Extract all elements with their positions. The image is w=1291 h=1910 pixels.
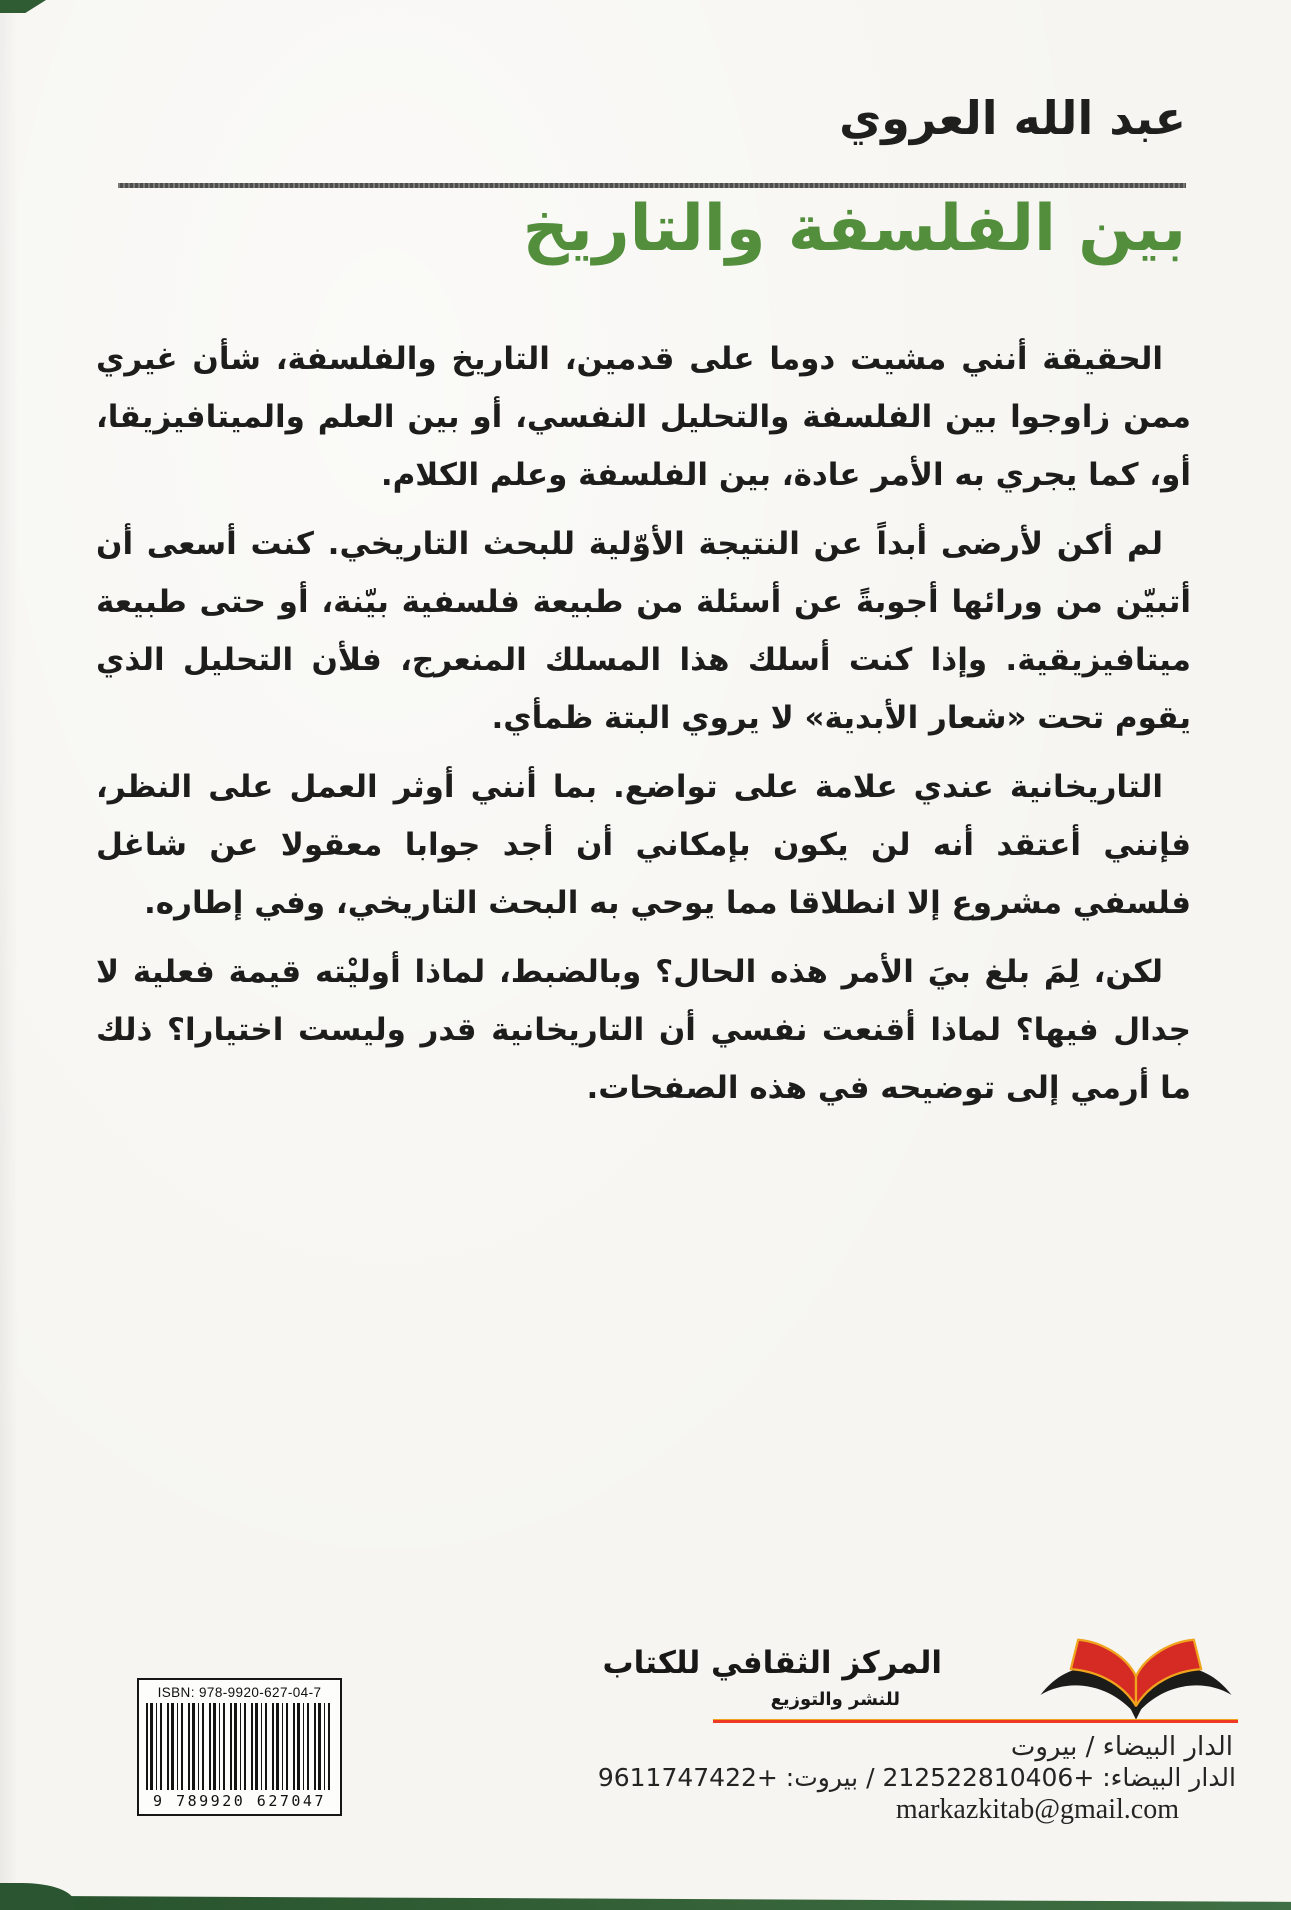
scan-corner-artifact — [0, 0, 46, 13]
barcode-bars-icon — [146, 1703, 333, 1790]
publisher-subtitle: للنشر والتوزيع — [770, 1689, 900, 1710]
paragraph-4: لكن، لِمَ بلغ بيَ الأمر هذه الحال؟ وبالضبط، لماذا أوليْته قيمة فعلية لا جدال فيها؟ لماذا أقنعت نفسي أن التاريخانية قدر وليست اختيارا؟ ذلك ما أرمي إلى توضيحه في هذه الصفحات. — [96, 954, 1191, 1106]
barcode — [137, 1678, 342, 1816]
barcode-digits: 9 789920 627047 — [153, 1792, 326, 1810]
paragraph-2: لم أكن لأرضى أبداً عن النتيجة الأوّلية للبحث التاريخي. كنت أسعى أن أتبيّن من ورائها أجوبةً عن أسئلة من طبيعة فلسفية بيّنة، أو حتى طبيعة ميتافيزيقية. وإذا كنت أسلك هذا المسلك المنعرج، فلأن التحليل الذي يقوم تحت «شعار الأبدية» لا يروي البتة ظمأي. — [96, 526, 1191, 736]
back-cover-text — [96, 330, 1191, 1128]
book-title: بين الفلسفة والتاريخ — [522, 192, 1186, 266]
paragraph-3: التاريخانية عندي علامة على تواضع. بما أنني أوثر العمل على النظر، فإنني أعتقد أنه لن يكون بإمكاني أن أجد جوابا معقولا عن شاغل فلسفي مشروع إلا انطلاقا مما يوحي به البحث التاريخي، وفي إطاره. — [96, 769, 1191, 921]
red-underline — [713, 1719, 1238, 1723]
publisher-cities: الدار البيضاء / بيروت — [1010, 1732, 1233, 1762]
publisher-name: المركز الثقافي للكتاب — [602, 1645, 942, 1681]
open-book-icon — [1035, 1628, 1237, 1725]
isbn-label: ISBN: 978-9920-627-04-7 — [157, 1685, 322, 1700]
scan-bottom-corner — [0, 1883, 74, 1910]
divider-line — [118, 183, 1186, 188]
publisher-email: markazkitab@gmail.com — [895, 1794, 1179, 1825]
publisher-phones: الدار البيضاء: +212522810406 / بيروت: +9611747422 — [597, 1763, 1236, 1792]
scan-bottom-edge — [0, 1896, 1291, 1910]
paragraph-1: الحقيقة أنني مشيت دوما على قدمين، التاريخ والفلسفة، شأن غيري ممن زاوجوا بين الفلسفة والتحليل النفسي، أو بين العلم والميتافيزيقا، أو، كما يجري به الأمر عادة، بين الفلسفة وعلم الكلام. — [96, 341, 1191, 493]
author-name: عبد الله العروي — [839, 91, 1186, 145]
